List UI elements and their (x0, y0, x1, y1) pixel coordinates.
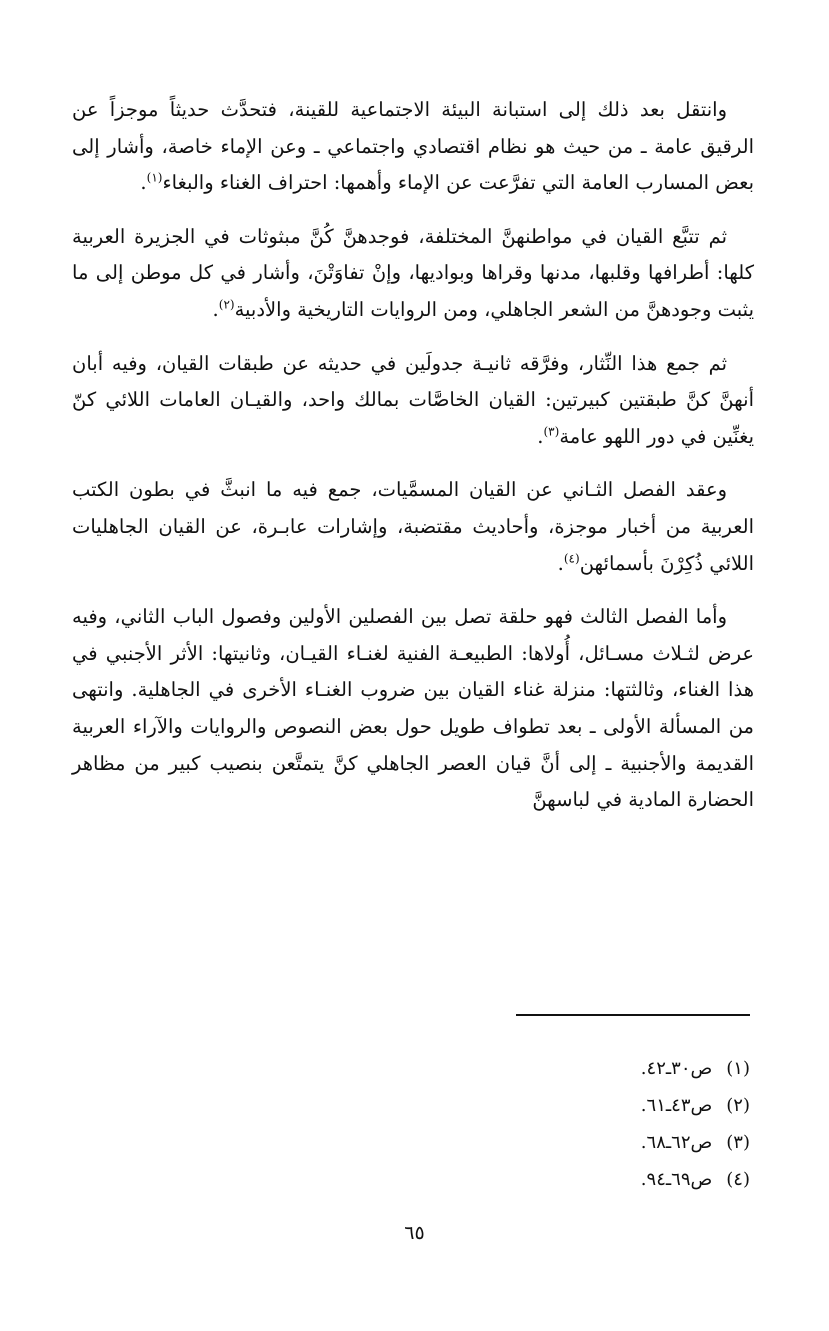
footnotes (450, 1050, 750, 1198)
paragraph-end: . (537, 424, 544, 448)
paragraph-end: . (212, 297, 219, 321)
footnote-1 (450, 1050, 750, 1087)
paragraph-5 (72, 599, 754, 819)
footnote-number: (٣) (726, 1132, 750, 1153)
footnote-reference[interactable]: (٢) (218, 297, 235, 312)
paragraph-1 (72, 92, 754, 202)
paragraph-text: ثم جمع هذا النِّثار، وفرَّقه ثانيـة جدولَين في حديثه عن طبقات القيان، وفيه أبان أنهنَّ كنَّ طبقتين كبيرتين: القيان الخاصَّات بمالك واحد، والقيـان العامات اللائي كنّ يغنِّين في دور اللهو عامة (72, 351, 754, 448)
footnote-text: ص٤٣ـ٦١. (640, 1095, 713, 1116)
footnote-number: (١) (726, 1058, 750, 1079)
footnote-divider (516, 1014, 750, 1016)
page-number: ٦٥ (404, 1222, 425, 1244)
footnote-reference[interactable]: (٣) (543, 424, 560, 439)
paragraph-end: . (140, 171, 147, 195)
paragraph-2 (72, 219, 754, 329)
footnote-text: ص٦٩ـ٩٤. (640, 1169, 713, 1190)
footnote-3 (450, 1124, 750, 1161)
paragraph-3 (72, 346, 754, 456)
footnote-text: ص٣٠ـ٤٢. (640, 1058, 713, 1079)
paragraph-text: وعقد الفصل الثـاني عن القيان المسمَّيات، جمع فيه ما انبثَّ في بطون الكتب العربية من أخبار موجزة، وأحاديث مقتضبة، وإشارات عابـرة، عن القيان الجاهليات اللائي ذُكِرْنَ بأسمائهن (72, 478, 754, 575)
footnote-2 (450, 1087, 750, 1124)
paragraph-text: ثم تتبَّع القيان في مواطنهنَّ المختلفة، فوجدهنَّ كُنَّ مبثوثات في الجزيرة العربية كلها: أطرافها وقلبها، مدنها وقراها وبواديها، وإنْ تفاوَتْنَ، وأشار في كل موطن إلى ما يثبت وجودهنَّ من الشعر الجاهلي، ومن الروايات التاريخية والأدبية (72, 224, 754, 321)
paragraph-text: وانتقل بعد ذلك إلى استبانة البيئة الاجتماعية للقينة، فتحدَّث حديثاً موجزاً عن الرقيق عامة ـ من حيث هو نظام اقتصادي واجتماعي ـ وعن الإماء خاصة، وأشار إلى بعض المسارب العامة التي تفرَّعت عن الإماء وأهمها: احتراف الغناء والبغاء (72, 98, 755, 195)
footnote-reference[interactable]: (٤) (563, 551, 580, 566)
footnote-number: (٤) (726, 1169, 750, 1190)
body-text (72, 92, 754, 836)
paragraph-4 (72, 472, 754, 582)
footnote-text: ص٦٢ـ٦٨. (640, 1132, 713, 1153)
footnote-number: (٢) (726, 1095, 750, 1116)
paragraph-end: . (557, 551, 564, 575)
footnote-4 (450, 1161, 750, 1198)
footnote-reference[interactable]: (١) (146, 170, 163, 185)
paragraph-text: وأما الفصل الثالث فهو حلقة تصل بين الفصلين الأولين وفصول الباب الثاني، وفيه عرض لثـلاث مسـائل، أُولاها: الطبيعـة الفنية لغنـاء القيـان، وثانيتها: الأثر الأجنبي في هذا الغناء، وثالثتها: منزلة غناء القيان بين ضروب الغنـاء الأخرى في الجاهلية. وانتهى من المسألة الأولى ـ بعد تطواف طويل حول بعض النصوص والروايات والآراء العربية القديمة والأجنبية ـ إلى أنَّ قيان العصر الجاهلي كنَّ يتمتَّعن بنصيب كبير من مظاهر الحضارة المادية في لباسهنَّ (72, 605, 754, 812)
